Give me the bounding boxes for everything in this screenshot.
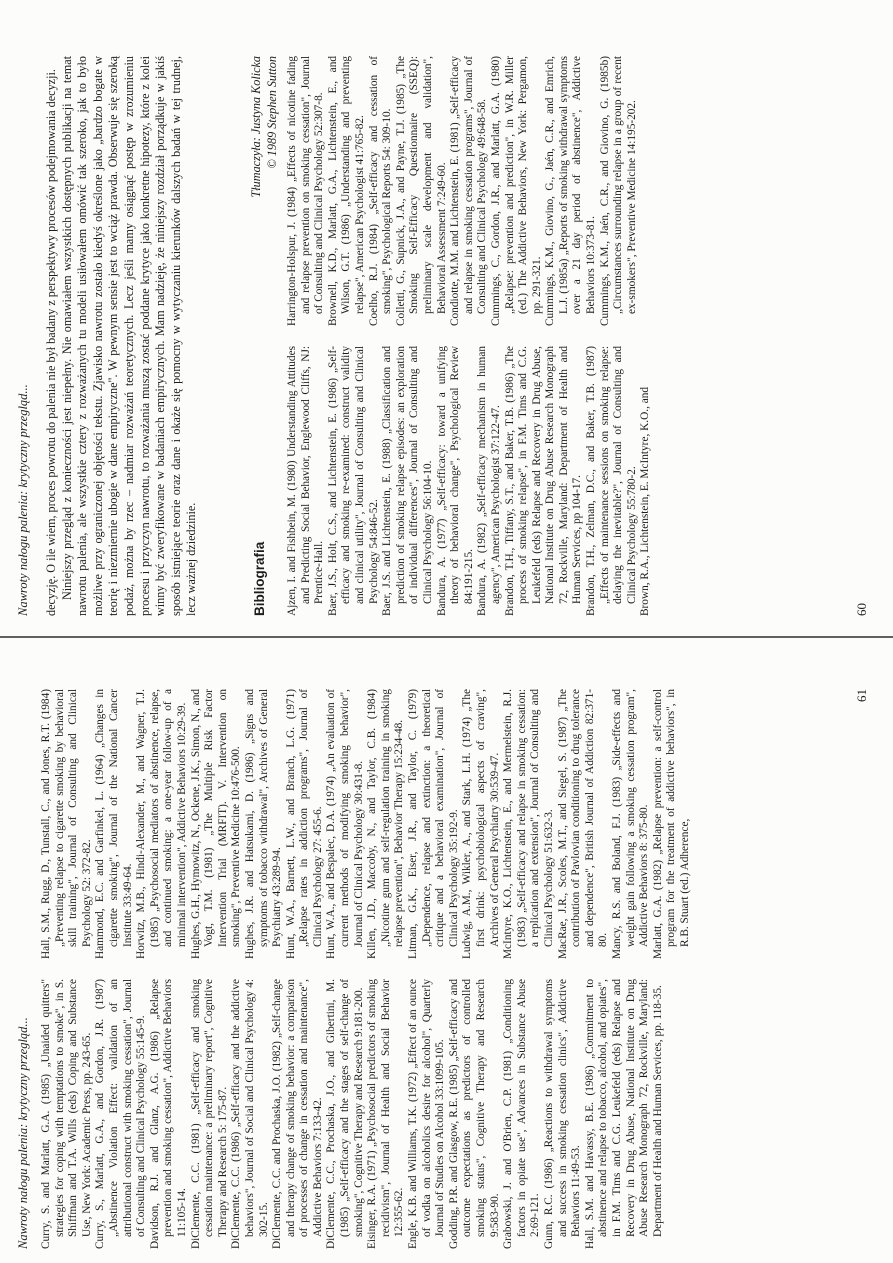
bibliography-heading: Bibliografia [252,541,267,616]
bibliography-entry: Litman, G.K., Eiser, J.R., and Taylor, C. (1979) „Dependence, relapse and extinction: a theoretical critique and a behavioral examination", Journal of Clinical Psychology 35:192-9. [407,689,460,959]
bibliography-entry: Ludwig, A.M., Wikler, A., and Stark, L.H. (1974) „The first drink: psychobiological aspects of craving", Archives of General Psychiatry 30:539-47. [461,689,501,959]
bibliography-entry: DiClemente, C.C. (1981) „Self-efficacy and smoking cessation maintenance: a preliminary report", Cognitive Therapy and Research 5: 175-87. [189,979,229,1249]
page-number: 61 [854,689,869,702]
page-60 [16,56,876,616]
bibliography-entry: DiClemente, C.C. (1986) „Self-efficacy and the addictive behaviors", Journal of Social and Clinical Psychology 4: 302-15. [230,979,270,1249]
page-number: 60 [854,603,869,616]
copyright-line: © 1989 Stephen Sutton [265,56,279,169]
intro-text [44,56,200,616]
intro-paragraph: Niniejszy przegląd z konieczności jest niepełny. Nie omawiałem wszystkich dostępnych publikacji na temat nawrotu palenia, ale wszystkie cztery z rozważanych tu modeli usiłowałem omówić tak szeroko, jak to było możliwe przy ograniczonej objętości tekstu. Zjawisko nawrotu zostało kiedyś określone jako „bardzo bogate w teorię i niezmiernie ubogie w dane empiryczne". W pewnym sensie jest to wciąż prawda. Obserwuje się szeroką podaż, można by rzec – nadmiar rozważań teoretycznych. Lecz jeśli mamy osiągnąć postęp w zrozumieniu procesu i przyczyn nawrotu, to rozważania muszą zostać poddane krytyce jako konkretne hipotezy, które z kolei winny być zweryfikowane w badaniach empirycznych. Mam nadzieję, że niniejszy rozdział porządkuje w jakiś sposób istniejące teorie oraz dane i okaże się pomocny w wytyczaniu kierunków dalszych badań w tej trudnej, lecz ważnej dziedzinie. [59,56,199,616]
bibliography-entry: Godding, P.R. and Glasgow, R.E. (1985) „Self-efficacy and outcome expectations as predictors of controlled smoking status", Cognitive Therapy and Research 9:583-90. [447,979,501,1249]
bibliography-entry: Killen, J.D., Maccoby, N., and Taylor, C.B. (1984) „Nicotine gum and self-regulation training in smoking relapse prevention", Behavior Therapy 15:234-48. [366,689,406,959]
bibliography-entry: Davidson, R.J. and Glanz, A.G. (1986) „Relapse prevention and smoking cessation", Addictive Behaviors 11:105-14. [148,979,188,1249]
translation-credit [248,56,280,197]
bibliography-columns [286,56,653,616]
bibliography-entry: Hunt, W.A., and Bespalec, D.A. (1974) „An evaluation of current methods of modifying smoking behavior", Journal of Clinical Psychology 30:431-8. [325,689,365,959]
bibliography-entry: Horwitz, M.B., Hindi-Alexander, M., and Wagner, T.J. (1985) „Psychosocial mediators of abstinence, relapse, and continued smoking: a one-year follow-up of a minimal intervention", Addictive Behaviors 10:29-39. [135,689,188,959]
bibliography-entry: Cummings, K.M., Giovino, G., Jaén, C.R., and Emrich, L.J. (1985a) „Reports of smoking withdrawal symptoms over a 21 day period of abstinence", Addictive Behaviors 10:373-81. [544,56,598,326]
bibliography-entry: Bandura, A. (1982) „Self-efficacy mechanism in human agency", American Psychologist 37:122-47. [476,346,502,616]
bibliography-entry: Grabowski, J. and O'Brien, C.P. (1981) „Conditioning factors in opiate use", Advances in Substance Abuse 2:69-121. [502,979,542,1249]
bibliography-entry: Eisinger, R.A. (1971) „Psychosocial predictors of smoking recidivism", Journal of Health and Social Behavior 12:355-62. [366,979,406,1249]
bibliography-entry: Curry, S., Marlatt, G.A., and Gordon, J.R. (1987) „Abstinence Violation Effect: validation of an attributional construct with smoking cessation", Journal of Consulting and Clinical Psychology 55:145-9. [94,979,148,1249]
page-61 [16,689,876,1249]
bibliography-column-right [286,56,653,326]
bibliography-columns [40,689,693,1249]
page-fold-line [0,636,893,638]
bibliography-entry: Hall, S.M., Rugg, D., Tunstall, C., and Jones, R.T. (1984) „Preventing relapse to cigarette smoking by behavioral skill training", Journal of Consulting and Clinical Psychology 52: 372-82. [40,689,93,959]
bibliography-entry: Cummings, C., Gordon, J.R., and Marlatt, G.A. (1980) „Relapse: prevention and prediction", in W.R. Miller (ed.) The Addictive Behaviors, New York: Pergamon, pp. 291-321. [489,56,543,326]
bibliography-column-left [40,979,693,1249]
bibliography-entry: Brandon, T.H., Tiffany, S.T., and Baker, T.B. (1986) „The process of smoking relapse", in F.M. Tims and C.G. Leukefeld (eds) Relapse and Recovery in Drug Abuse, National Institute on Drug Abuse Research Monograph 72, Rockville, Maryland: Department of Health and Human Services, pp 104-17. [503,346,584,616]
running-head: Nawroty nałogu palenia: krytyczny przegląd... [16,384,30,616]
translator-line: Tłumaczyła: Justyna Kolicka [249,56,263,198]
intro-paragraph: decyzję. O ile wiem, proces powrotu do palenia nie był badany z perspektywy procesów podejmowania decyzji. [44,69,58,616]
bibliography-entry: Cummings, K.M., Jaén, C.R., and Giovino, G. (1985b) „Circumstances surrounding relapse in a group of recent ex-smokers", Preventive Medicine 14:195-202. [598,56,638,326]
bibliography-entry: Condiotte, M.M. and Lichtenstein, E. (1981) „Self-efficacy and relapse in smoking cessation programs", Journal of Consulting and Clinical Psychology 49:648-58. [449,56,489,326]
bibliography-entry: McIntyre, K.O., Lichtenstein, E., and Mermelstein, R.J. (1983) „Self-efficacy and relapse in smoking cessation: a replication and extension", Journal of Consulting and Clinical Psychology 51:632-3. [502,689,555,959]
bibliography-entry: Hughes, G.H., Hymowitz, N., Ockene, J.K., Simon, N., and Vogt, T.M. (1981) „The Multiple Risk Factor Intervention Trial (MRFIT). V. Intervention on smoking", Preventive Medicine 10:476-500. [189,689,243,959]
bibliography-entry: DiClemente, C.C., Prochaska, J.O., and Gibertini, M. (1985) „Self-efficacy and the stages of self-change of smoking", Cognitive Therapy and Research 9:181-200. [325,979,365,1249]
bibliography-entry: Brandon, T.H., Zelman, D.C., and Baker, T.B. (1987) „Effects of maintenance sessions on smoking relapse: delaying the inevitable?", Journal of Consulting and Clinical Psychology 55:780-2. [585,346,638,616]
bibliography-entry: Baer, J.S., Holt, C.S., and Lichtenstein, E. (1986) „Self-efficacy and smoking re-examined: construct validity and clinical utility", Journal of Consulting and Clinical Psychology 54:846-52. [326,346,380,616]
bibliography-entry: Brown, R.A., Lichtenstein, E. McIntyre, K.O., and [639,386,652,616]
bibliography-entry: Hall, S.M. and Havassy, B.E. (1986) „Commitment to abstinence and relapse to tobacco, alcohol, and opiates", in F.M. Tims and C.G. Leukefeld (eds) Relapse and Recovery in Drug Abuse, National Institute on Drug Abuse Research Monograph 72, Rockville, Maryland: Department of Health and Human Services, pp. 118-35. [583,979,664,1249]
bibliography-entry: Harrington-Holspur, J. (1984) „Effects of nicotine fading and relapse prevention on smoking cessation", Journal of Consulting and Clinical Psychology 52:307-8. [286,56,326,326]
bibliography-entry: Colletti, G., Supnick, J.A., and Payne, T.J. (1985) „The Smoking Self-Efficacy Questionnaire (SSEQ): preliminary scale development and validation", Behavioral Assessment 7:249-60. [394,56,448,326]
bibliography-entry: Marlatt, G.A. (1982) „Relapse prevention: a self-control program for the treatment of addictive behaviors", in R.B. Stuart (ed.) Adherence, [651,689,691,959]
bibliography-entry: DiClemente, C.C. and Prochaska, J.O. (1982) „Self-change and therapy change of smoking behavior: a comparison of processes of change in cessation and maintenance", Addictive Behaviors 7:133-42. [271,979,324,1249]
bibliography-entry: Mancy, R.S. and Boland, F.J. (1983) „Side-effects and weight gain following a smoking cessation program", Addictive Behaviors 8: 375-80. [610,689,651,959]
bibliography-entry: Hunt, W.A., Barnett, L.W., and Branch, L.G. (1971) „Relapse rates in addiction programs", Journal of Clinical Psychology 27: 455-6. [284,689,324,959]
bibliography-column-left [286,346,653,616]
bibliography-entry: Ajzen, I. and Fishbein, M. (1980) Understanding Attitudes and Predicting Social Behavior, Englewood Cliffs, NJ: Prentice-Hall. [286,346,326,616]
bibliography-entry: Coelho, R.J. (1984) „Self-efficacy and cessation of smoking", Psychological Reports 54: 309-10. [367,56,394,326]
bibliography-entry: Hammond, E.C. and Garfinkel, L. (1964) „Changes in cigarette smoking", Journal of the National Cancer Institute 33:49-64. [94,689,134,959]
bibliography-entry: Hughes, J.R. and Hatsukami, D. (1986) „Signs and symptoms of tobacco withdrawal", Archives of General Psychiatry 43:289-94. [243,689,284,959]
bibliography-entry: Gunn, R.C. (1986) „Reactions to withdrawal symptoms and success in smoking cessation clinics", Addictive Behaviors 11:49-53. [542,979,583,1249]
bibliography-entry: MacRae, J.R., Scoles, M.T., and Siegel, S. (1987) „The contribution of Pavlovian conditioning to drug tolerance and dependence", British Journal of Addiction 82:371-80. [556,689,610,959]
bibliography-column-right [40,689,693,959]
running-head: Nawroty nałogu palenia: krytyczny przegląd... [16,1017,30,1249]
bibliography-entry: Engle, K.B. and Williams, T.K. (1972) „Effect of an ounce of vodka on alcoholics desire for alcohol", Quarterly Journal of Studies on Alcohol 33:1099-105. [407,979,447,1249]
bibliography-entry: Baer, J.S. and Lichtenstein, E. (1988) „Classification and prediction of smoking relapse episodes: an exploration of individual differences", Journal of Consulting and Clinical Psychology 56:104-10. [381,346,434,616]
bibliography-entry: Bandura, A. (1977) „Self-efficacy: toward a unifying theory of behavioral change", Psychological Review 84:191-215. [435,346,475,616]
bibliography-entry: Brownell, K.D., Marlatt, G.A., Lichtenstein, E., and Wilson, G.T. (1986) „Understanding and preventing relapse", American Psychologist 41:765-82. [326,56,366,326]
bibliography-entry: Curry, S. and Marlatt, G.A. (1985) „Unaided quitters" strategies for coping with temptations to smoke", in S. Shiffman and T.A. Wills (eds) Coping and Substance Use, New York: Academic Press, pp. 243-65. [40,979,93,1249]
